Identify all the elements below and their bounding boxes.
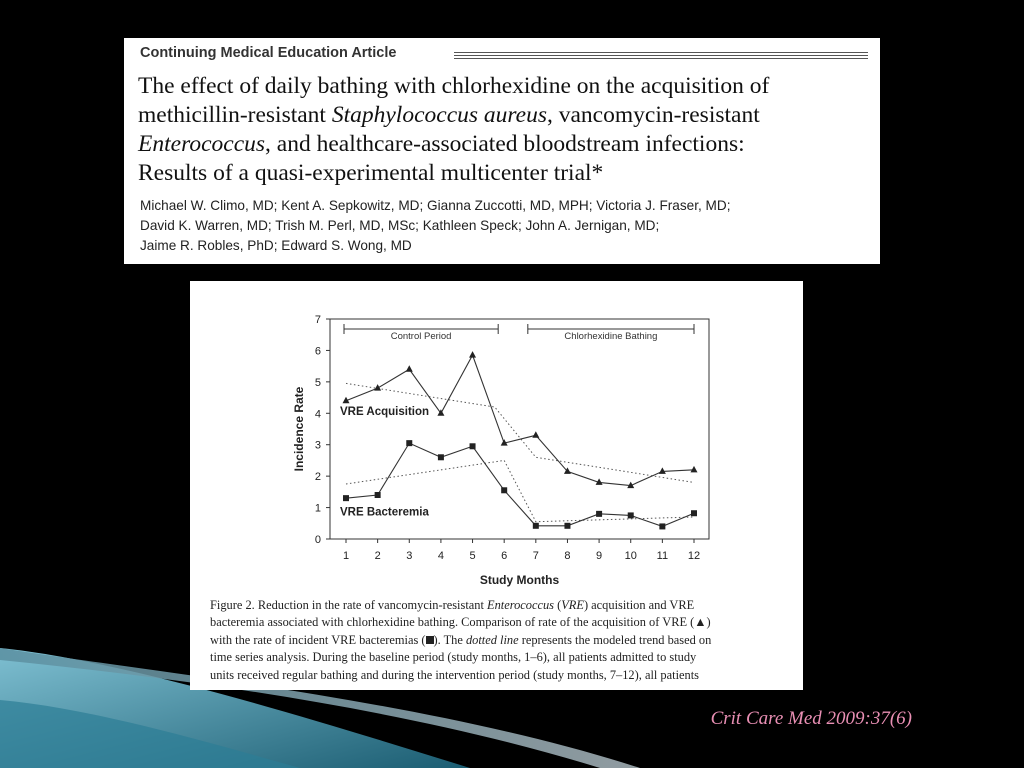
article-header-card [124, 38, 880, 264]
data-point [691, 466, 698, 473]
x-tick-label: 10 [624, 550, 637, 562]
section-label: Continuing Medical Education Article [140, 45, 397, 61]
data-point [438, 454, 444, 460]
period-label: Control Period [390, 331, 452, 342]
x-tick-label: 3 [406, 550, 413, 562]
series-label: VRE Acquisition [340, 405, 430, 418]
y-tick-label: 3 [314, 439, 321, 452]
data-point [374, 384, 381, 391]
trend-line [346, 383, 694, 482]
x-tick-label: 4 [437, 550, 444, 562]
y-tick-label: 2 [314, 471, 321, 484]
header-rule [454, 55, 868, 56]
y-tick-label: 6 [314, 345, 321, 358]
data-point [532, 431, 539, 438]
x-tick-label: 2 [374, 550, 381, 562]
series-label: VRE Bacteremia [340, 506, 429, 519]
header-rule [454, 52, 868, 53]
y-tick-label: 7 [314, 314, 321, 326]
data-point [564, 523, 570, 529]
x-tick-label: 5 [469, 550, 476, 562]
figure-card [190, 281, 803, 690]
author-line: David K. Warren, MD; Trish M. Perl, MD, MSc; Kathleen Speck; John A. Jernigan, MD; [140, 218, 660, 233]
data-point [501, 487, 507, 493]
data-point [343, 495, 349, 501]
article-title: The effect of daily bathing with chlorhexidine on the acquisition of methicillin-resistant Staphylococcus aureus, vancomycin-resistant Enterococcus, and healthcare-associated bloodstream infections: Results of a quasi-experimental multicenter trial* [138, 73, 770, 186]
y-axis-title: Incidence Rate [292, 386, 306, 472]
x-tick-label: 7 [532, 550, 539, 562]
x-tick-label: 12 [687, 550, 701, 562]
author-list [140, 196, 870, 256]
figure-caption: Figure 2. Reduction in the rate of vancomycin-resistant Enterococcus (VRE) acquisition and VRE bacteremia associated with chlorhexidine bathing. Comparison of rate of the acquisition of VRE (▲) with the rate of incident VRE bacteremias ( ). The dotted line represents the modeled trend based on time series analysis. During the baseline period (study months, 1–6), all patients admitted to study units received regular bathing and during the intervention period (study months, 7–12), all patients [210, 598, 712, 682]
data-point [628, 512, 634, 518]
header-rule [454, 58, 868, 59]
x-tick-label: 1 [342, 550, 350, 562]
period-label: Chlorhexidine Bathing [564, 331, 658, 342]
data-point [596, 511, 602, 517]
y-tick-label: 5 [314, 376, 321, 389]
square-marker-icon [426, 636, 434, 644]
author-line: Michael W. Climo, MD; Kent A. Sepkowitz, MD; Gianna Zuccotti, MD, MPH; Victoria J. Fraser, MD; [140, 198, 731, 213]
data-point [470, 443, 476, 449]
y-tick-label: 1 [314, 502, 321, 515]
data-point [659, 523, 665, 529]
y-tick-label: 4 [314, 408, 321, 421]
x-axis-title: Study Months [479, 573, 560, 587]
data-point [469, 351, 476, 358]
y-tick-label: 0 [314, 534, 321, 546]
incidence-chart [190, 281, 803, 591]
x-tick-label: 11 [656, 550, 669, 562]
data-point [659, 467, 666, 474]
series-line [346, 355, 694, 485]
data-point [691, 510, 697, 516]
data-point [533, 523, 539, 529]
x-tick-label: 9 [596, 550, 603, 562]
x-tick-label: 8 [564, 550, 571, 562]
citation: Crit Care Med 2009:37(6) [710, 708, 912, 729]
x-tick-label: 6 [501, 550, 508, 562]
data-point [406, 440, 412, 446]
data-point [375, 492, 381, 498]
author-line: Jaime R. Robles, PhD; Edward S. Wong, MD [140, 238, 412, 253]
data-point [406, 365, 413, 372]
